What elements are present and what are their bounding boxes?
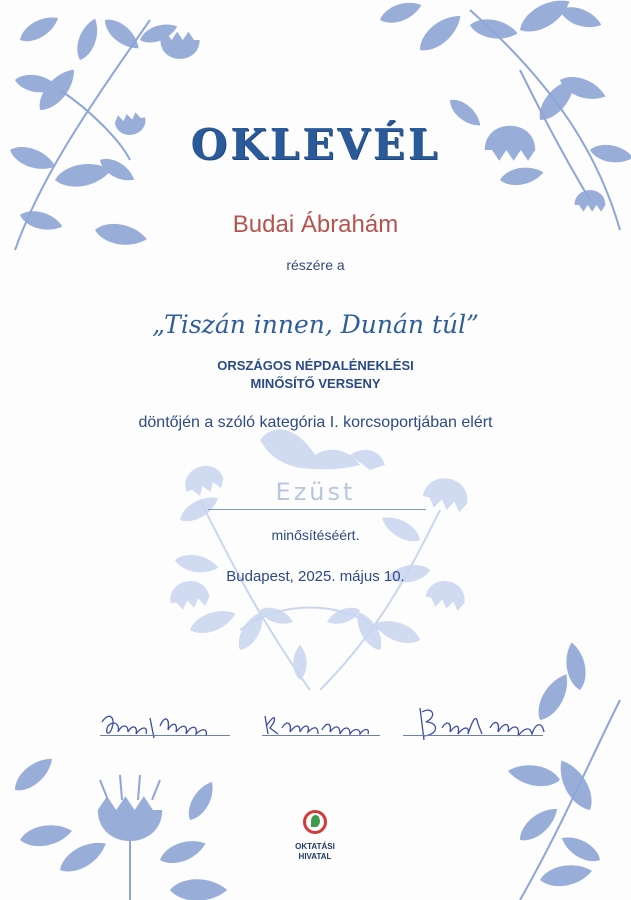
- signature-2: [265, 716, 368, 734]
- signature-line-3: [403, 735, 543, 736]
- signature-line-1: [100, 735, 230, 736]
- oktatasi-hivatal-logo: [285, 806, 345, 866]
- logo-text-line2: HIVATAL: [298, 852, 332, 861]
- qualification-label: minősítéséért.: [271, 527, 360, 543]
- final-description: döntőjén a szóló kategória I. korcsoportjában elért: [138, 414, 493, 431]
- for-label: részére a: [286, 257, 345, 273]
- certificate-title: OKLEVÉL: [190, 120, 441, 169]
- competition-subtitle-line2: MINŐSÍTŐ VERSENY: [250, 376, 381, 391]
- logo-leaf-icon: [311, 815, 320, 827]
- place-and-date: Budapest, 2025. május 10.: [226, 568, 405, 585]
- award-level: Ezüst: [275, 478, 356, 506]
- competition-subtitle-line1: ORSZÁGOS NÉPDALÉNEKLÉSI: [217, 358, 414, 373]
- recipient-name: Budai Ábrahám: [232, 211, 399, 238]
- signature-line-2: [262, 735, 380, 736]
- competition-name: „Tiszán innen, Dunán túl”: [152, 310, 479, 339]
- logo-text-line1: OKTATÁSI: [295, 842, 335, 851]
